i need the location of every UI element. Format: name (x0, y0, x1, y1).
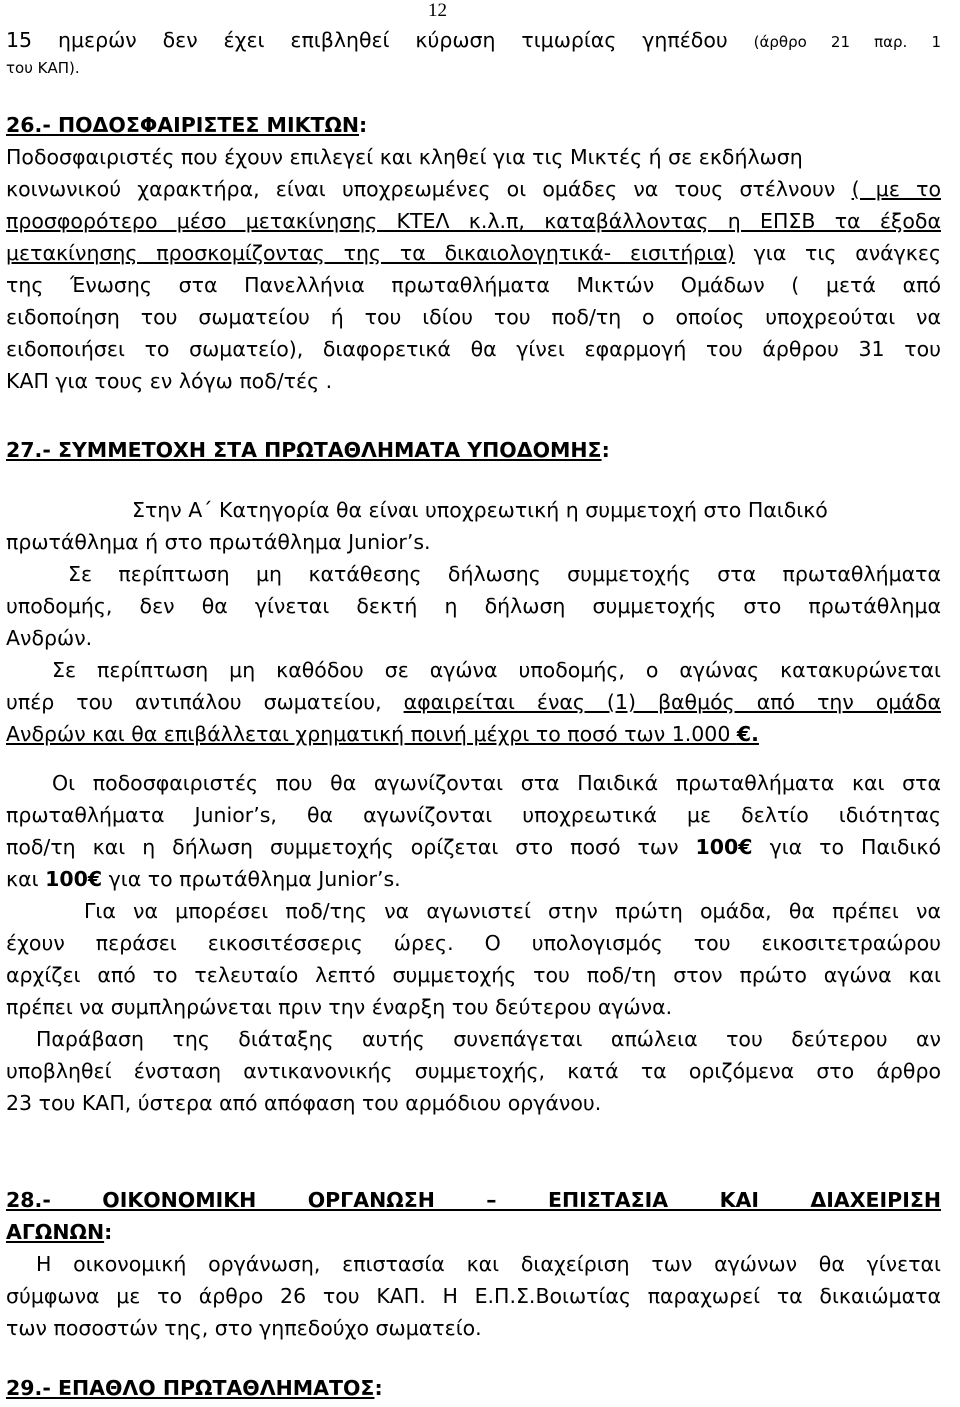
paragraph-line: Ανδρών. (6, 626, 93, 650)
text-span: για το πρωτάθλημα Junior’s. (102, 867, 401, 891)
underlined-text: αφαιρείται ένας (1) βαθμός από την ομάδα (403, 690, 941, 714)
paragraph-line (6, 173, 941, 205)
paragraph-line: Στην Α΄ Κατηγορία θα είναι υποχρεωτική η συμμετοχή στο Παιδικό (132, 498, 828, 522)
paragraph-line (6, 686, 941, 718)
section-29-title: 29.- ΕΠΑΘΛΟ ΠΡΩΤΑΘΛΗΜΑΤΟΣ (6, 1376, 375, 1400)
paragraph-line: πρωτάθλημα ή στο πρωτάθλημα Junior’s. (6, 530, 431, 554)
text-span: κοινωνικού χαρακτήρα, είναι υποχρεωμένες οι ομάδες να τους στέλνουν (6, 177, 852, 201)
fee-amount: 100€ (45, 867, 103, 891)
paragraph-line: πρέπει να συμπληρώνεται πριν την έναρξη του δεύτερου αγώνα. (6, 995, 673, 1019)
paragraph-line: σύμφωνα με το άρθρο 26 του ΚΑΠ. Η Ε.Π.Σ.Βοιωτίας παραχωρεί τα δικαιώματα (6, 1284, 941, 1308)
paragraph-line: υποβληθεί ένσταση αντικανονικής συμμετοχής, κατά τα οριζόμενα στο άρθρο (6, 1059, 941, 1083)
paragraph-line: υποδομής, δεν θα γίνεται δεκτή η δήλωση συμμετοχής στο πρωτάθλημα (6, 594, 941, 618)
text-span: Ανδρών και θα επιβάλλεται χρηματική ποινή μέχρι το ποσό των 1.000 (6, 722, 737, 746)
section-27-title: 27.- ΣΥΜΜΕΤΟΧΗ ΣΤΑ ΠΡΩΤΑΘΛΗΜΑΤΑ ΥΠΟΔΟΜΗΣ (6, 438, 602, 462)
paragraph-line-underlined: προσφορότερο μέσο μετακίνησης ΚΤΕΛ κ.λ.π, καταβάλλοντας η ΕΠΣΒ τα έξοδα (6, 209, 941, 233)
heading-colon: : (601, 438, 610, 462)
section-29-heading (6, 1372, 941, 1404)
section-28-title: ΑΓΩΝΩΝ (6, 1220, 105, 1244)
text-span: και (6, 867, 46, 891)
paragraph-line: της Ένωσης στα Πανελλήνια πρωταθλήματα Μικτών Ομάδων ( μετά από (6, 273, 941, 297)
section-26-heading (6, 109, 941, 141)
paragraph-line: Σε περίπτωση μη κατάθεσης δήλωσης συμμετοχής στα πρωταθλήματα (68, 562, 941, 586)
underlined-text: ( με το (851, 177, 941, 201)
paragraph-line (6, 237, 941, 269)
section-28-title-line-1: 28.- ΟΙΚΟΝΟΜΙΚΗ ΟΡΓΑΝΩΣΗ – ΕΠΙΣΤΑΣΙΑ ΚΑΙ ΔΙΑΧΕΙΡΙΣΗ (6, 1188, 941, 1212)
section-26 (6, 109, 941, 397)
paragraph-line: πρωταθλήματα Junior’s, θα αγωνίζονται υποχρεωτικά με δελτίο ιδιότητας (6, 803, 941, 827)
section-27-body (6, 494, 941, 750)
section-27-fees (6, 767, 941, 1119)
paragraph-line (6, 831, 941, 863)
underlined-text: μετακίνησης προσκομίζοντας της τα δικαιολογητικά- εισιτήρια) (6, 241, 735, 265)
paragraph-line: έχουν περάσει εικοσιτέσσερις ώρες. Ο υπολογισμός του εικοσιτετραώρου (6, 931, 941, 955)
intro-block (6, 24, 941, 80)
intro-line-2: του ΚΑΠ). (6, 59, 80, 77)
paragraph-line: ειδοποιήσει το σωματείο), διαφορετικά θα γίνει εφαρμογή του άρθρου 31 του (6, 337, 941, 361)
paragraph-line: Ποδοσφαιριστές που έχουν επιλεγεί και κληθεί για τις Μικτές ή σε εκδήλωση (6, 145, 803, 169)
section-27 (6, 434, 941, 466)
paragraph-line (6, 863, 941, 895)
paragraph-line: Η οικονομική οργάνωση, επιστασία και διαχείριση των αγώνων θα γίνεται (36, 1252, 941, 1276)
page-number: 12 (428, 0, 447, 21)
heading-colon: : (359, 113, 368, 137)
paragraph-line: αρχίζει από το τελευταίο λεπτό συμμετοχής του ποδ/τη στον πρώτο αγώνα και (6, 963, 941, 987)
intro-line-1 (6, 24, 941, 56)
section-26-title: 26.- ΠΟΔΟΣΦΑΙΡΙΣΤΕΣ ΜΙΚΤΩΝ (6, 113, 360, 137)
text-span: για το Παιδικό (752, 835, 941, 859)
intro-text: 15 ημερών δεν έχει επιβληθεί κύρωση τιμωρίας γηπέδου (6, 28, 728, 52)
heading-colon: : (374, 1376, 383, 1400)
intro-article-ref: (άρθρο 21 παρ. 1 (753, 33, 941, 51)
fee-amount: 100€ (695, 835, 753, 859)
paragraph-line: 23 του ΚΑΠ, ύστερα από απόφαση του αρμόδιου οργάνου. (6, 1091, 602, 1115)
paragraph-line: Σε περίπτωση μη καθόδου σε αγώνα υποδομής, ο αγώνας κατακυρώνεται (52, 658, 941, 682)
section-29 (6, 1372, 941, 1404)
text-span: ποδ/τη και η δήλωση συμμετοχής ορίζεται στο ποσό των (6, 835, 696, 859)
section-27-heading (6, 434, 941, 466)
paragraph-line-underlined (6, 718, 941, 750)
text-span: για τις ανάγκες (734, 241, 941, 265)
paragraph-line: των ποσοστών της, στο γηπεδούχο σωματείο. (6, 1316, 482, 1340)
paragraph-line: Για να μπορέσει ποδ/της να αγωνιστεί στην πρώτη ομάδα, θα πρέπει να (84, 899, 941, 923)
paragraph-line: ειδοποίηση του σωματείου ή του ιδίου του ποδ/τη ο οποίος υποχρεούται να (6, 305, 941, 329)
euro-sign: €. (736, 722, 759, 746)
section-28-title-line-2 (6, 1216, 941, 1248)
paragraph-line: Οι ποδοσφαιριστές που θα αγωνίζονται στα Παιδικά πρωταθλήματα και στα (52, 771, 941, 795)
heading-colon: : (104, 1220, 113, 1244)
paragraph-line: Παράβαση της διάταξης αυτής συνεπάγεται απώλεια του δεύτερου αν (36, 1027, 941, 1051)
text-span: υπέρ του αντιπάλου σωματείου, (6, 690, 404, 714)
paragraph-line: ΚΑΠ για τους εν λόγω ποδ/τές . (6, 369, 333, 393)
section-28 (6, 1184, 941, 1344)
